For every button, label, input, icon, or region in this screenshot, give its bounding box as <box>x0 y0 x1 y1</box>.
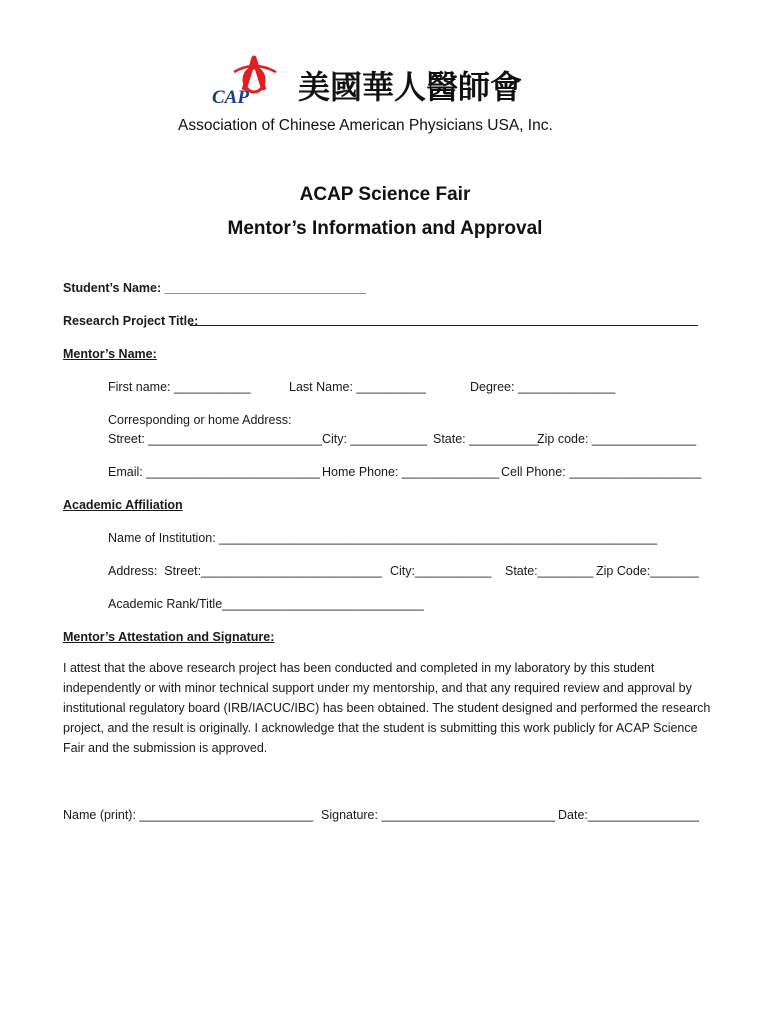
name-print-field[interactable]: Name (print): _________________________ <box>63 808 314 822</box>
association-name: Association of Chinese American Physicians USA, Inc. <box>178 117 553 134</box>
signature-field[interactable]: Signature: _________________________ <box>321 808 556 822</box>
state-field[interactable]: State: __________ <box>433 432 539 446</box>
logo-abbreviation: CAP <box>212 87 249 108</box>
zip-field[interactable]: Zip code: _______________ <box>537 432 697 446</box>
address-label: Corresponding or home Address: <box>108 413 292 427</box>
cell-phone-field[interactable]: Cell Phone: ___________________ <box>501 465 702 479</box>
project-title-label: Research Project Title: <box>63 314 199 328</box>
institution-state-field[interactable]: State:________ <box>505 564 594 578</box>
page-title: ACAP Science Fair <box>299 184 471 205</box>
institution-city-field[interactable]: City:___________ <box>390 564 492 578</box>
student-name-field[interactable]: Student’s Name: _____________________________ <box>63 281 367 295</box>
project-title-line[interactable] <box>190 325 698 326</box>
institution-street-field[interactable]: Address: Street:__________________________ <box>108 564 382 578</box>
first-name-field[interactable]: First name: ___________ <box>108 380 251 394</box>
institution-field[interactable]: Name of Institution: _______________________________________________________________ <box>108 531 658 545</box>
mentor-name-heading: Mentor’s Name: <box>63 347 157 361</box>
date-field[interactable]: Date:________________ <box>558 808 700 822</box>
attestation-paragraph: I attest that the above research project has been conducted and completed in my laboratory by this student independently or with minor technical support under my mentorship, and that any required review and approval by institutional regulatory board (IRB/IACUC/IBC) has been obtained. The student designed and performed the research project, and the result is originally. I acknowledge that the student is submitting this work publicly for ACAP Science Fair and the submission is approved. <box>63 661 711 755</box>
city-field[interactable]: City: ___________ <box>322 432 427 446</box>
degree-field[interactable]: Degree: ______________ <box>470 380 616 394</box>
attestation-heading: Mentor’s Attestation and Signature: <box>63 630 275 644</box>
home-phone-field[interactable]: Home Phone: ______________ <box>322 465 500 479</box>
academic-affiliation-heading: Academic Affiliation <box>63 498 183 512</box>
institution-zip-field[interactable]: Zip Code:_______ <box>596 564 699 578</box>
email-field[interactable]: Email: _________________________ <box>108 465 320 479</box>
logo-chinese-name: 美國華人醫師會 <box>298 69 523 105</box>
page-subtitle: Mentor’s Information and Approval <box>227 218 543 239</box>
academic-rank-field[interactable]: Academic Rank/Title_____________________________ <box>108 597 424 611</box>
last-name-field[interactable]: Last Name: __________ <box>289 380 426 394</box>
street-field[interactable]: Street: _________________________ <box>108 432 323 446</box>
